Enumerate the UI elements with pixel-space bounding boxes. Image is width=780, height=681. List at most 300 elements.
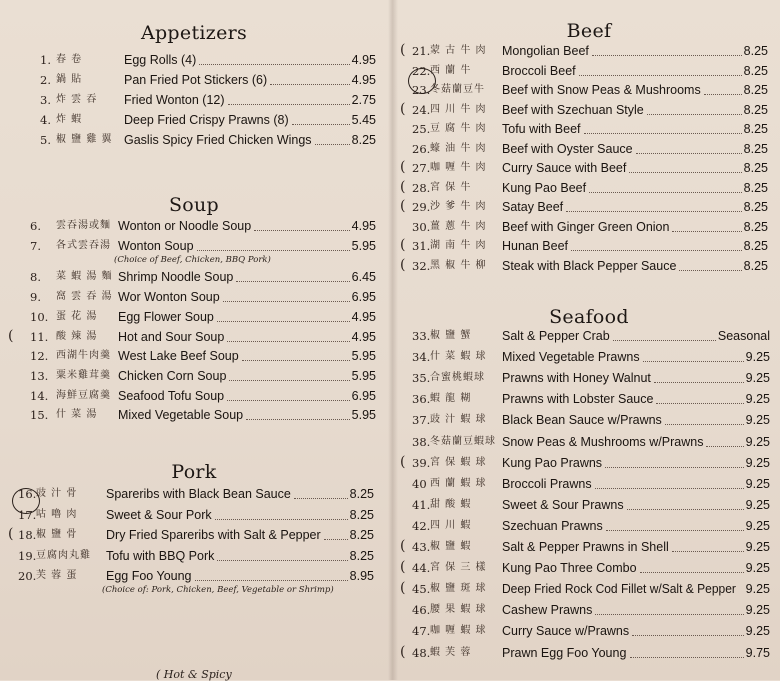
item-chinese-name: 椒 鹽 蟹 <box>430 330 472 341</box>
item-price: 8.25 <box>743 102 768 117</box>
item-number: 22. <box>412 63 431 78</box>
section-title-appetizers: Appetizers <box>140 22 248 44</box>
item-price: 8.25 <box>743 239 768 253</box>
item-name: Snow Peas & Mushrooms w/Prawns <box>502 434 704 449</box>
item-number: 10. <box>30 309 49 324</box>
dot-leader <box>195 580 348 581</box>
item-price: Seasonal <box>717 329 770 343</box>
item-number: 12. <box>30 349 49 364</box>
item-chinese-name: 豆 腐 牛 肉 <box>430 123 487 134</box>
item-name: Spareribs with Black Bean Sauce <box>106 487 291 501</box>
item-number: 25. <box>412 122 431 136</box>
item-chinese-name: 蛋 花 湯 <box>56 310 98 322</box>
item-chinese-name: 四 川 蝦 <box>430 519 472 531</box>
hot-spicy-mark: ( <box>400 538 406 554</box>
item-name: Mongolian Beef <box>502 44 589 58</box>
menu-item <box>398 217 780 237</box>
item-number: 14. <box>30 388 49 403</box>
item-name: Pan Fried Pot Stickers (6) <box>124 73 268 87</box>
item-chinese-name: 豆腐肉丸雞 <box>36 549 91 561</box>
item-name: Wor Wonton Soup <box>118 290 220 305</box>
item-number: 26. <box>412 141 431 156</box>
hot-spicy-mark: ( <box>400 256 406 273</box>
item-price: 6.95 <box>351 290 376 305</box>
item-number: 34. <box>412 350 431 365</box>
menu-item <box>398 326 780 346</box>
dot-leader <box>632 635 744 636</box>
menu-item <box>398 197 780 217</box>
menu-item <box>0 484 388 504</box>
item-chinese-name: 四 川 牛 肉 <box>430 103 487 115</box>
dot-leader <box>654 382 744 383</box>
item-number: 27. <box>412 161 431 175</box>
dot-leader <box>324 539 348 540</box>
item-price: 8.25 <box>743 44 768 58</box>
item-chinese-name: 鍋 貼 <box>56 74 83 85</box>
item-number: 39. <box>412 455 431 470</box>
menu-item <box>0 236 388 256</box>
item-name: Shrimp Noodle Soup <box>118 270 234 285</box>
item-price: 4.95 <box>351 73 376 87</box>
item-number: 44. <box>412 561 431 576</box>
section-title-seafood: Seafood <box>549 306 629 328</box>
dot-leader <box>242 360 350 361</box>
item-price: 9.25 <box>745 434 770 449</box>
menu-item <box>398 256 780 276</box>
dot-leader <box>595 614 743 615</box>
item-chinese-name: 薑 蔥 牛 肉 <box>430 220 487 232</box>
item-price: 9.25 <box>745 455 770 470</box>
item-chinese-name: 春 卷 <box>56 54 83 65</box>
item-number: 17. <box>18 507 37 522</box>
item-price: 8.25 <box>743 258 768 273</box>
item-price: 9.25 <box>745 476 770 491</box>
dot-leader <box>589 192 742 193</box>
item-name: Gaslis Spicy Fried Chicken Wings <box>124 133 312 147</box>
menu-item <box>398 600 780 620</box>
menu-item <box>398 432 780 452</box>
item-price: 5.95 <box>351 349 376 364</box>
menu-item <box>398 368 780 388</box>
item-chinese-name: 炸 蝦 <box>56 114 83 125</box>
item-number: 8. <box>30 270 41 285</box>
item-price: 9.25 <box>745 518 770 533</box>
item-name: Curry Sauce with Beef <box>502 161 627 175</box>
item-number: 35. <box>412 371 431 386</box>
hot-spicy-mark: ( <box>400 100 406 117</box>
item-name: Chicken Corn Soup <box>118 368 227 383</box>
item-chinese-name: 蝦 芙 蓉 <box>430 646 472 658</box>
menu-item <box>0 405 388 425</box>
hot-spicy-mark: ( <box>400 237 406 253</box>
item-price: 9.25 <box>745 582 770 597</box>
menu-item <box>0 70 388 90</box>
item-chinese-name: 粟米雞茸羹 <box>56 369 111 381</box>
item-chinese-name: 黑 椒 牛 柳 <box>430 259 487 271</box>
dot-leader <box>672 551 744 552</box>
item-price: 9.25 <box>745 540 770 554</box>
item-number: 31. <box>412 239 431 253</box>
dot-leader <box>606 530 744 531</box>
menu-item <box>0 525 388 545</box>
dot-leader <box>227 341 349 342</box>
item-price: 8.25 <box>743 161 768 175</box>
hot-spicy-mark: ( <box>400 643 406 660</box>
hot-spicy-mark: ( <box>400 453 406 470</box>
dot-leader <box>605 467 744 468</box>
dot-leader <box>217 321 350 322</box>
menu-item <box>0 366 388 386</box>
item-name: Egg Flower Soup <box>118 309 214 324</box>
dot-leader <box>246 419 350 420</box>
dot-leader <box>292 124 350 125</box>
item-price: 8.25 <box>743 63 768 78</box>
dot-leader <box>706 446 743 447</box>
hot-spicy-legend: ( Hot & Spicy <box>156 668 232 681</box>
item-number: 21. <box>412 44 431 58</box>
item-name: Beef with Oyster Sauce <box>502 141 633 156</box>
item-number: 9. <box>30 290 41 305</box>
item-price: 8.25 <box>743 141 768 156</box>
item-number: 23. <box>412 83 431 97</box>
item-number: 7. <box>30 238 41 253</box>
item-price: 8.25 <box>349 487 374 501</box>
dot-leader <box>315 144 350 145</box>
item-chinese-name: 椒 鹽 雞 翼 <box>56 134 113 145</box>
dot-leader <box>199 64 349 65</box>
item-number: 20. <box>18 569 37 583</box>
item-price: 5.95 <box>351 368 376 383</box>
item-number: 38. <box>412 434 431 449</box>
menu-item <box>398 80 780 100</box>
dot-leader <box>294 498 348 499</box>
menu-item <box>0 505 388 525</box>
menu-item <box>0 307 388 327</box>
item-number: 18. <box>18 528 37 542</box>
item-number: 6. <box>30 219 41 233</box>
dot-leader <box>636 153 742 154</box>
item-name: Seafood Tofu Soup <box>118 388 225 403</box>
item-name: Beef with Ginger Green Onion <box>502 219 670 234</box>
item-number: 4. <box>40 113 51 127</box>
item-name: Beef with Snow Peas & Mushrooms <box>502 83 701 97</box>
item-number: 45. <box>412 582 431 597</box>
item-name: Salt & Pepper Crab <box>502 329 610 343</box>
dot-leader <box>579 75 742 76</box>
item-number: 29. <box>412 200 431 214</box>
menu-item <box>398 100 780 120</box>
item-price: 5.45 <box>351 113 376 127</box>
item-chinese-name: 各式雲吞湯 <box>56 239 111 251</box>
item-number: 24. <box>412 102 431 117</box>
menu-item <box>0 327 388 347</box>
menu-item <box>398 178 780 198</box>
menu-item <box>0 386 388 406</box>
hot-spicy-mark: ( <box>8 327 14 344</box>
hot-spicy-mark: ( <box>400 198 406 214</box>
dot-leader <box>197 250 350 251</box>
item-number: 46. <box>412 603 431 618</box>
item-name: Tofu with Beef <box>502 122 581 136</box>
menu-item <box>0 130 388 150</box>
item-number: 33. <box>412 329 431 343</box>
item-name: Salt & Pepper Prawns in Shell <box>502 540 669 554</box>
dot-leader <box>566 211 742 212</box>
item-chinese-name: 西湖牛肉羹 <box>56 350 111 362</box>
menu-item <box>398 41 780 61</box>
item-name: Steak with Black Pepper Sauce <box>502 258 677 273</box>
item-chinese-name: 宮 保 牛 <box>430 181 472 193</box>
menu-item <box>398 516 780 536</box>
dot-leader <box>672 231 741 232</box>
item-chinese-name: 芙 蓉 蛋 <box>36 570 78 581</box>
item-price: 8.25 <box>349 528 374 542</box>
item-chinese-name: 什 菜 蝦 球 <box>430 351 487 363</box>
item-name: Fried Wonton (12) <box>124 93 225 107</box>
item-name: Mixed Vegetable Prawns <box>502 350 640 365</box>
item-name: Prawns with Lobster Sauce <box>502 392 654 407</box>
item-price: 4.95 <box>351 219 376 233</box>
item-name: Broccoli Beef <box>502 63 576 78</box>
item-price: 9.25 <box>745 413 770 428</box>
item-number: 40 <box>412 476 427 491</box>
menu-item <box>398 537 780 557</box>
item-chinese-name: 冬菇蘭豆牛 <box>430 84 485 95</box>
item-price: 8.25 <box>349 507 374 522</box>
dot-leader <box>236 281 349 282</box>
item-price: 4.95 <box>351 53 376 67</box>
item-price: 8.25 <box>349 548 374 563</box>
section-title-pork: Pork <box>171 461 217 483</box>
item-name: Prawn Egg Foo Young <box>502 645 627 660</box>
item-name: Kung Pao Three Combo <box>502 561 637 576</box>
menu-item <box>398 495 780 515</box>
item-number: 42. <box>412 518 431 533</box>
item-chinese-name: 蒙 古 牛 肉 <box>430 45 487 56</box>
item-chinese-name: 沙 爹 牛 肉 <box>430 201 487 212</box>
dot-leader <box>229 380 349 381</box>
item-number: 48. <box>412 645 431 660</box>
dot-leader <box>665 424 744 425</box>
item-name: Deep Fried Crispy Prawns (8) <box>124 113 289 127</box>
item-chinese-name: 宮 保 蝦 球 <box>430 456 487 468</box>
item-price: 8.25 <box>743 200 768 214</box>
item-number: 30. <box>412 219 431 234</box>
menu-item <box>0 546 388 566</box>
item-name: Broccoli Prawns <box>502 476 592 491</box>
item-number: 41. <box>412 497 431 512</box>
menu-item <box>0 216 388 236</box>
menu-item <box>398 453 780 473</box>
dot-leader <box>630 657 744 658</box>
item-price: 2.75 <box>351 93 376 107</box>
dot-leader <box>270 84 350 85</box>
menu-item <box>398 558 780 578</box>
item-chinese-name: 冬菇蘭豆蝦球 <box>430 435 496 447</box>
item-price: 4.95 <box>351 329 376 344</box>
dot-leader <box>227 400 349 401</box>
item-name: Hunan Beef <box>502 239 569 253</box>
item-chinese-name: 雲吞湯或麵 <box>56 220 111 231</box>
item-chinese-name: 蝦 龍 糊 <box>430 393 472 405</box>
item-number: 5. <box>40 133 51 147</box>
menu-item <box>398 579 780 599</box>
hot-spicy-mark: ( <box>400 178 406 195</box>
item-number: 32. <box>412 258 431 273</box>
item-number: 2. <box>40 73 51 87</box>
item-price: 5.95 <box>351 408 376 423</box>
item-price: 9.25 <box>745 603 770 618</box>
item-chinese-name: 椒 鹽 蝦 <box>430 541 472 552</box>
menu-item <box>398 139 780 159</box>
item-chinese-name: 湖 南 牛 肉 <box>430 240 487 251</box>
item-price: 8.25 <box>743 180 768 195</box>
dot-leader <box>217 560 347 561</box>
item-name: West Lake Beef Soup <box>118 349 239 364</box>
item-price: 8.25 <box>743 122 768 136</box>
menu-item <box>398 410 780 430</box>
menu-item <box>0 346 388 366</box>
item-name: Beef with Szechuan Style <box>502 102 644 117</box>
menu-item <box>398 347 780 367</box>
item-name: Curry Sauce w/Prawns <box>502 624 630 639</box>
menu-item <box>0 566 388 586</box>
dot-leader <box>254 230 349 231</box>
item-chinese-name: 椒 鹽 斑 球 <box>430 583 487 595</box>
item-name: Black Bean Sauce w/Prawns <box>502 413 662 428</box>
dot-leader <box>679 270 741 271</box>
menu-item <box>398 61 780 81</box>
item-chinese-name: 合蜜桃蝦球 <box>430 372 485 384</box>
item-number: 1. <box>40 53 51 67</box>
item-name: Wonton Soup <box>118 238 194 253</box>
menu-item <box>0 50 388 70</box>
item-name: Egg Foo Young <box>106 569 192 583</box>
item-price: 9.75 <box>745 645 770 660</box>
item-name: Kung Pao Beef <box>502 180 587 195</box>
item-price: 8.95 <box>349 569 374 583</box>
item-chinese-name: 甜 酸 蝦 <box>430 498 472 510</box>
section-title-beef: Beef <box>566 20 612 42</box>
item-chinese-name: 蠔 油 牛 肉 <box>430 142 487 154</box>
column-divider <box>388 0 398 680</box>
item-number: 13. <box>30 368 49 383</box>
item-chinese-name: 炸 雲 吞 <box>56 94 98 105</box>
item-chinese-name: 菜 蝦 湯 麵 <box>56 271 113 283</box>
menu-item <box>398 643 780 663</box>
hot-spicy-mark: ( <box>8 526 14 542</box>
item-note: (Choice of Beef, Chicken, BBQ Pork) <box>114 254 271 265</box>
item-price: 4.95 <box>351 309 376 324</box>
item-number: 3. <box>40 93 51 107</box>
item-note: (Choice of: Pork, Chicken, Beef, Vegetable or Shrimp) <box>102 585 334 595</box>
item-chinese-name: 窩 雲 吞 湯 <box>56 291 113 303</box>
item-number: 36. <box>412 392 431 407</box>
item-price: 9.25 <box>745 350 770 365</box>
menu-item <box>398 158 780 178</box>
item-chinese-name: 豉 汁 蝦 球 <box>430 414 487 426</box>
item-name: Szechuan Prawns <box>502 518 603 533</box>
item-chinese-name: 豉 汁 骨 <box>36 488 78 499</box>
menu-item <box>0 90 388 110</box>
dot-leader <box>571 250 742 251</box>
item-name: Wonton or Noodle Soup <box>118 219 252 233</box>
dot-leader <box>647 114 742 115</box>
dot-leader <box>584 133 742 134</box>
dot-leader <box>595 488 744 489</box>
dot-leader <box>592 55 742 56</box>
item-name: Cashew Prawns <box>502 603 593 618</box>
item-price: 5.95 <box>351 238 376 253</box>
item-name: Dry Fried Spareribs with Salt & Pepper <box>106 528 321 542</box>
dot-leader <box>228 104 350 105</box>
dot-leader <box>656 403 743 404</box>
item-name: Hot and Sour Soup <box>118 329 225 344</box>
item-name: Egg Rolls (4) <box>124 53 197 67</box>
item-name: Sweet & Sour Pork <box>106 507 212 522</box>
dot-leader <box>223 301 350 302</box>
item-price: 9.25 <box>745 561 770 576</box>
hot-spicy-mark: ( <box>400 42 406 58</box>
menu-item <box>0 287 388 307</box>
item-name: Sweet & Sour Prawns <box>502 497 624 512</box>
item-chinese-name: 酸 辣 湯 <box>56 330 98 342</box>
menu-item <box>398 389 780 409</box>
item-price: 9.25 <box>745 624 770 639</box>
menu-item <box>398 621 780 641</box>
item-number: 28. <box>412 180 431 195</box>
hot-spicy-mark: ( <box>400 580 406 597</box>
item-price: 6.95 <box>351 388 376 403</box>
item-name: Prawns with Honey Walnut <box>502 371 651 386</box>
item-name: Kung Pao Prawns <box>502 455 603 470</box>
item-name: Deep Fried Rock Cod Fillet w/Salt & Pepper <box>502 582 736 597</box>
item-chinese-name: 西 蘭 牛 <box>430 64 472 76</box>
item-name: Tofu with BBQ Pork <box>106 548 215 563</box>
item-number: 15. <box>30 408 49 423</box>
item-number: 16. <box>18 487 37 501</box>
item-price: 9.25 <box>745 392 770 407</box>
item-chinese-name: 咕 嚕 肉 <box>36 508 78 520</box>
item-name: Satay Beef <box>502 200 564 214</box>
dot-leader <box>627 509 744 510</box>
menu-item <box>0 267 388 287</box>
hot-spicy-mark: ( <box>400 559 406 576</box>
dot-leader <box>640 572 744 573</box>
item-price: 8.25 <box>351 133 376 147</box>
item-number: 19. <box>18 548 37 563</box>
menu-item <box>398 119 780 139</box>
item-price: 6.45 <box>351 270 376 285</box>
menu-item <box>0 110 388 130</box>
item-number: 37. <box>412 413 431 428</box>
item-price: 9.25 <box>745 371 770 386</box>
dot-leader <box>613 340 716 341</box>
dot-leader <box>643 361 744 362</box>
dot-leader <box>215 519 348 520</box>
menu-item <box>398 236 780 256</box>
item-chinese-name: 海鮮豆腐羹 <box>56 389 111 401</box>
item-chinese-name: 什 菜 湯 <box>56 409 98 421</box>
hot-spicy-mark: ( <box>400 159 406 175</box>
item-number: 11. <box>30 329 49 344</box>
dot-leader <box>704 94 742 95</box>
section-title-soup: Soup <box>168 194 220 216</box>
item-chinese-name: 咖 喱 蝦 球 <box>430 625 487 637</box>
item-number: 47. <box>412 624 431 639</box>
dot-leader <box>629 172 741 173</box>
menu-item <box>398 474 780 494</box>
